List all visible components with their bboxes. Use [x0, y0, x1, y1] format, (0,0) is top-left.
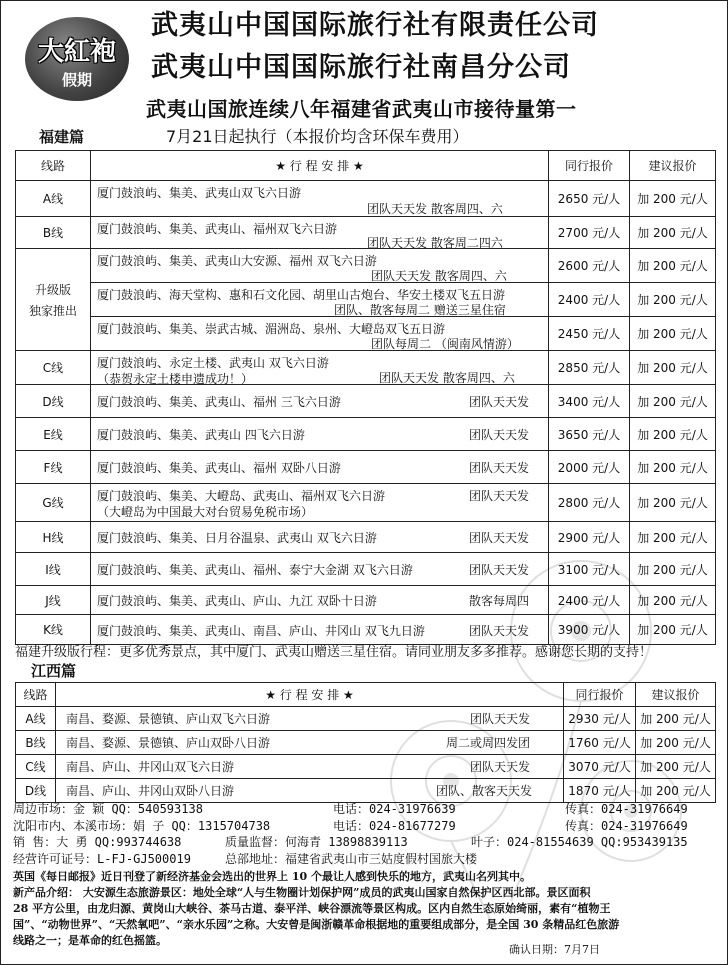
price: 1870 元/人 — [564, 779, 636, 803]
news-line: 线路之一；是革命的红色摇篮。 — [13, 934, 167, 947]
logo-sub-text: 假期 — [61, 71, 92, 89]
itinerary: 厦门鼓浪屿、集美、武夷山、福州、泰宁大金湖 双飞六日游 — [97, 563, 413, 577]
suggested-price: 加 200 元/人 — [636, 707, 716, 731]
table-row — [16, 418, 716, 451]
table-row — [16, 217, 716, 249]
itinerary: 南昌、庐山、井冈山双卧八日游 — [66, 784, 235, 798]
fujian-subheading: 7月21日起执行（本报价均含环保车费用） — [166, 127, 469, 146]
price: 2450 元/人 — [549, 317, 630, 351]
suggested-price: 加 200 元/人 — [630, 586, 716, 615]
schedule: 团队天天发 — [469, 489, 530, 503]
col-line: 线路 — [16, 151, 91, 181]
suggested-price: 加 200 元/人 — [630, 181, 716, 217]
line-code: D线 — [16, 385, 91, 418]
contact-regional-fax: 传真：024-31976649 — [565, 802, 688, 816]
schedule: 团队天天发 — [469, 395, 530, 409]
itinerary: 南昌、庐山、井冈山双飞六日游 — [66, 760, 235, 774]
suggested-price: 加 200 元/人 — [630, 217, 716, 249]
schedule: 团队天天发 — [469, 428, 530, 442]
jiangxi-price-table — [15, 682, 716, 803]
itinerary: 厦门鼓浪屿、集美、武夷山、福州 三飞六日游 — [97, 395, 341, 409]
price: 2900 元/人 — [549, 522, 630, 553]
price: 3650 元/人 — [549, 418, 630, 451]
line-code: K线 — [16, 615, 91, 645]
table-row — [16, 755, 716, 779]
table-header-row — [16, 683, 716, 707]
table-row — [16, 484, 716, 522]
itinerary: 厦门鼓浪屿、集美、日月谷温泉、武夷山 双飞六日游 — [97, 531, 377, 545]
suggested-price: 加 200 元/人 — [630, 351, 716, 385]
price: 3070 元/人 — [564, 755, 636, 779]
contact-regional-phone: 电话：024-31976639 — [333, 802, 456, 816]
line-code: A线 — [16, 707, 56, 731]
schedule: 团队每周二 （闽南风情游） — [371, 337, 519, 351]
schedule: 团队天天发 — [469, 624, 530, 638]
price: 1760 元/人 — [564, 731, 636, 755]
table-row — [16, 553, 716, 586]
line-code: C线 — [16, 755, 56, 779]
col-line: 线路 — [16, 683, 56, 707]
line-code: D线 — [16, 779, 56, 803]
schedule: 团队天天发 散客周四、六 — [367, 202, 503, 216]
suggested-price: 加 200 元/人 — [630, 451, 716, 484]
contact-city-fax: 传真：024-31976649 — [565, 818, 688, 833]
suggested-price: 加 200 元/人 — [630, 553, 716, 586]
suggested-price: 加 200 元/人 — [630, 418, 716, 451]
price: 2800 元/人 — [549, 484, 630, 522]
table-row — [16, 249, 716, 283]
table-row — [16, 283, 716, 317]
price: 2650 元/人 — [549, 181, 630, 217]
table-row — [16, 615, 716, 645]
contact-city: 沈阳市内、本溪市场：娟 子 QQ：1315704738 — [13, 818, 271, 833]
schedule: 散客每周四 — [469, 594, 530, 608]
col-price: 同行报价 — [564, 683, 636, 707]
price: 2400 元/人 — [549, 586, 630, 615]
itinerary: 厦门鼓浪屿、集美、武夷山、福州双飞六日游 — [97, 222, 338, 236]
upgrade-label-1: 升级版 — [34, 282, 71, 297]
line-code: C线 — [16, 351, 91, 385]
itinerary: 南昌、婺源、景德镇、庐山双飞六日游 — [66, 712, 271, 726]
table-row — [16, 731, 716, 755]
fujian-upgrade-note: 福建升级版行程：更多优秀景点，其中厦门、武夷山赠送三星住宿。请同业朋友多多推荐。感谢您长期的支持！ — [15, 645, 653, 660]
line-code: E线 — [16, 418, 91, 451]
itinerary: 厦门鼓浪屿、集美、武夷山 四飞六日游 — [97, 428, 305, 442]
confirm-date: 确认日期：7月7日 — [509, 943, 600, 956]
logo-main-text: 大紅袍 — [37, 37, 116, 67]
itinerary-note: （恭贺永定土楼申遗成功！） — [97, 372, 254, 386]
table-row — [16, 451, 716, 484]
news-block — [13, 869, 717, 949]
company-name-2: 武夷山中国国际旅行社南昌分公司 — [151, 52, 571, 83]
price: 2700 元/人 — [549, 217, 630, 249]
table-row — [16, 707, 716, 731]
schedule: 团队天天发 散客周四、六 — [379, 371, 515, 385]
contact-city-phone: 电话：024-81677279 — [333, 818, 456, 833]
suggested-price: 加 200 元/人 — [630, 522, 716, 553]
col-suggested: 建议报价 — [636, 683, 716, 707]
table-row — [16, 181, 716, 217]
suggested-price: 加 200 元/人 — [630, 283, 716, 317]
contact-quality: 质量监督：何海青 13898839113 — [225, 835, 408, 850]
itinerary: 厦门鼓浪屿、集美、大嶝岛、武夷山、福州双飞六日游 — [97, 489, 386, 503]
news-line: 英国《每日邮报》近日刊登了新经济基金会选出的世界上 10 个最让人感到快乐的地方，武夷山名列其中。 — [13, 870, 531, 883]
contact-sales: 销 售：大 勇 QQ:993744638 — [13, 835, 182, 850]
line-code: I线 — [16, 553, 91, 586]
col-suggested: 建议报价 — [630, 151, 716, 181]
schedule: 团队天天发 散客周四、六 — [371, 269, 507, 283]
suggested-price: 加 200 元/人 — [630, 317, 716, 351]
suggested-price: 加 200 元/人 — [636, 755, 716, 779]
table-header-row — [16, 151, 716, 181]
business-license: 经营许可证号：L-FJ-GJ500019 — [13, 851, 191, 866]
schedule: 团队、散客每周二 赠送三星住宿 — [334, 303, 506, 317]
table-row — [16, 351, 716, 385]
fujian-price-table — [15, 150, 716, 645]
itinerary: 南昌、婺源、景德镇、庐山双卧八日游 — [66, 736, 271, 750]
price: 2600 元/人 — [549, 249, 630, 283]
jiangxi-section-title: 江西篇 — [31, 662, 77, 680]
suggested-price: 加 200 元/人 — [630, 249, 716, 283]
itinerary: 厦门鼓浪屿、集美、武夷山双飞六日游 — [97, 186, 302, 200]
line-code: H线 — [16, 522, 91, 553]
table-row — [16, 317, 716, 351]
price: 2850 元/人 — [549, 351, 630, 385]
line-code: J线 — [16, 586, 91, 615]
schedule: 团队天天发 — [470, 760, 531, 774]
news-line: 新产品介绍： 大安源生态旅游景区：地处全球“人与生物圈计划保护网”成员的武夷山国家自然保护区西北部。景区面积 — [13, 886, 591, 899]
itinerary: 厦门鼓浪屿、永定土楼、武夷山 双飞六日游 — [97, 356, 329, 370]
company-name-1: 武夷山中国国际旅行社有限责任公司 — [151, 10, 599, 41]
schedule: 团队天天发 — [469, 563, 530, 577]
itinerary: 厦门鼓浪屿、集美、武夷山、庐山、九江 双卧十日游 — [97, 594, 377, 608]
schedule: 团队、散客天天发 — [436, 784, 533, 798]
col-itinerary: ★ 行 程 安 排 ★ — [56, 683, 564, 707]
itinerary: 厦门鼓浪屿、集美、武夷山、福州 双卧八日游 — [97, 461, 341, 475]
news-line: 国”、“动物世界”、“天然氧吧”、“亲水乐园”之称。大安曾是闽浙赣革命根据地的重要组成部分，是全国 30 条精品红色旅游 — [13, 918, 620, 931]
hq-address: 总部地址：福建省武夷山市三姑度假村国旅大楼 — [225, 851, 478, 866]
itinerary: 厦门鼓浪屿、集美、崇武古城、湄洲岛、泉州、大嶝岛双飞五日游 — [97, 322, 446, 336]
schedule: 团队天天发 — [469, 461, 530, 475]
price: 3100 元/人 — [549, 553, 630, 586]
suggested-price: 加 200 元/人 — [630, 484, 716, 522]
suggested-price: 加 200 元/人 — [636, 731, 716, 755]
suggested-price: 加 200 元/人 — [636, 779, 716, 803]
line-code: B线 — [16, 731, 56, 755]
col-itinerary: ★ 行 程 安 排 ★ — [91, 151, 549, 181]
price: 2000 元/人 — [549, 451, 630, 484]
table-row — [16, 385, 716, 418]
schedule: 团队天天发 散客周二四六 — [367, 236, 503, 250]
suggested-price: 加 200 元/人 — [630, 615, 716, 645]
itinerary: 厦门鼓浪屿、海天堂构、惠和石文化园、胡里山古炮台、华安土楼双飞五日游 — [97, 288, 506, 302]
itinerary: 厦门鼓浪屿、集美、武夷山大安源、福州 双飞六日游 — [97, 254, 377, 268]
table-row — [16, 779, 716, 803]
schedule: 团队天天发 — [470, 712, 531, 726]
schedule: 周二或周四发团 — [446, 736, 531, 750]
brand-logo — [17, 13, 135, 105]
itinerary: 厦门鼓浪屿、集美、武夷山、南昌、庐山、井冈山 双飞九日游 — [97, 624, 425, 638]
col-price: 同行报价 — [549, 151, 630, 181]
line-code: G线 — [16, 484, 91, 522]
fujian-section-title: 福建篇 — [39, 128, 85, 146]
slogan: 武夷山国旅连续八年福建省武夷山市接待量第一 — [146, 97, 577, 121]
line-code: B线 — [16, 217, 91, 249]
line-code: F线 — [16, 451, 91, 484]
upgrade-label-cell — [16, 249, 91, 351]
suggested-price: 加 200 元/人 — [630, 385, 716, 418]
news-line: 28 平方公里，由龙归源、黄岗山大峡谷、茶马古道、泰平洋、峡谷漂流等景区构成。区内自然生态原始绮丽，素有“植物王 — [13, 902, 611, 915]
line-code: A线 — [16, 181, 91, 217]
price: 2930 元/人 — [564, 707, 636, 731]
price: 3900 元/人 — [549, 615, 630, 645]
schedule: 团队天天发 — [469, 531, 530, 545]
itinerary-note: （大嶝岛为中国最大对台贸易免税市场） — [97, 505, 314, 519]
price: 3400 元/人 — [549, 385, 630, 418]
upgrade-label-2: 独家推出 — [28, 303, 77, 318]
contact-yezi: 叶子：024-81554639 QQ:953439135 — [471, 835, 688, 850]
table-row — [16, 586, 716, 615]
price: 2400 元/人 — [549, 283, 630, 317]
table-row — [16, 522, 716, 553]
contact-regional: 周边市场：金 颖 QQ：540593138 — [13, 802, 203, 816]
